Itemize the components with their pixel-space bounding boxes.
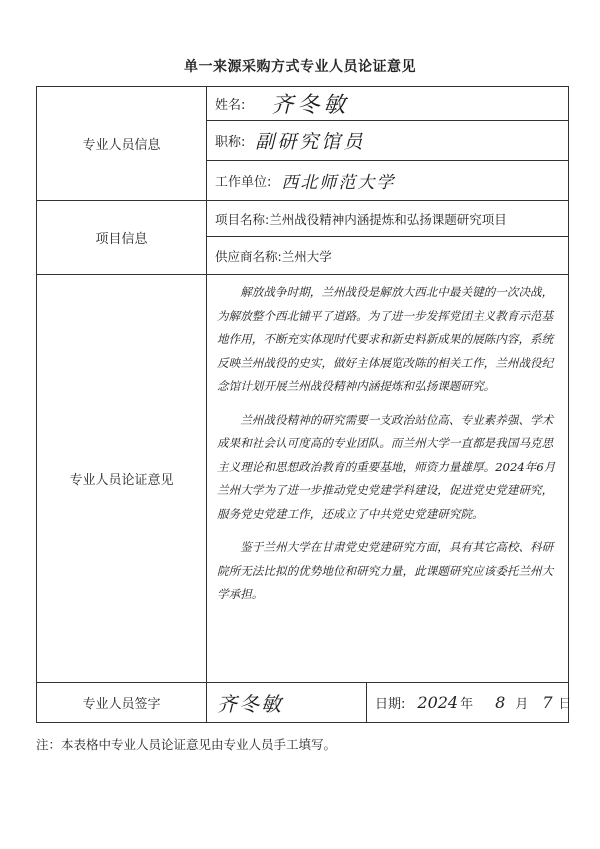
expert-info-label: 专业人员信息 <box>37 87 207 201</box>
name-label: 姓名: <box>215 98 246 113</box>
date-day: 7 <box>542 693 553 712</box>
date-month: 8 <box>495 693 506 712</box>
project-name-label: 项目名称: <box>215 211 270 227</box>
opinion-content <box>207 275 569 683</box>
opinion-paragraph-1: 解放战争时期，兰州战役是解放大西北中最关键的一次决战，为解放整个西北铺平了道路。为了进一步发挥党团主义教育示范基地作用，不断充实体现时代要求和新史料新成果的展陈内容，系统反映兰州战役的史实，做好主体展览改陈的相关工作，兰州战役纪念馆计划开展兰州战役精神内涵提炼和弘扬课题研究。 <box>217 285 554 393</box>
project-name-value: 兰州战役精神内涵提炼和弘扬课题研究项目 <box>269 211 507 227</box>
name-value: 齐冬敏 <box>271 93 350 118</box>
supplier-label: 供应商名称: <box>215 248 282 264</box>
title-value: 副研究馆员 <box>255 131 366 153</box>
signature-label: 专业人员签字 <box>37 683 207 723</box>
date-month-unit: 月 <box>515 697 529 712</box>
date-label: 日期: <box>375 697 406 712</box>
org-label: 工作单位: <box>215 175 272 190</box>
name-row <box>207 87 569 121</box>
title-row <box>207 121 569 161</box>
form-title: 单一来源采购方式专业人员论证意见 <box>184 59 416 75</box>
supplier-value: 兰州大学 <box>281 248 332 264</box>
evaluation-form-table <box>36 86 572 723</box>
signature-cell <box>207 683 367 723</box>
date-year-unit: 年 <box>460 697 474 712</box>
date-year: 2024 <box>417 693 459 712</box>
project-name-row <box>207 201 569 237</box>
date-day-unit: 日 <box>558 697 572 712</box>
footnote: 注：本表格中专业人员论证意见由专业人员手工填写。 <box>36 737 337 752</box>
org-row <box>207 161 569 201</box>
opinion-label: 专业人员论证意见 <box>37 275 207 683</box>
opinion-paragraph-2: 兰州战役精神的研究需要一支政治站位高、专业素养强、学术成果和社会认可度高的专业团队。而兰州大学一直都是我国马克思主义理论和思想政治教育的重要基地，师资力量雄厚。2024年6月兰州大学为了进一步推动党史党建学科建设，促进党史党建研究，服务党史党建工作，还成立了中共党史党建研究院。 <box>217 412 556 521</box>
date-cell <box>367 683 572 723</box>
project-info-label: 项目信息 <box>37 201 207 275</box>
title-label: 职称: <box>215 135 246 150</box>
supplier-row <box>207 237 569 275</box>
opinion-paragraph-3: 鉴于兰州大学在甘肃党史党建研究方面，具有其它高校、科研院所无法比拟的优势地位和研究力量，此课题研究应该委托兰州大学承担。 <box>217 540 554 601</box>
org-value: 西北师范大学 <box>281 173 396 193</box>
signature-value: 齐冬敏 <box>217 692 283 716</box>
